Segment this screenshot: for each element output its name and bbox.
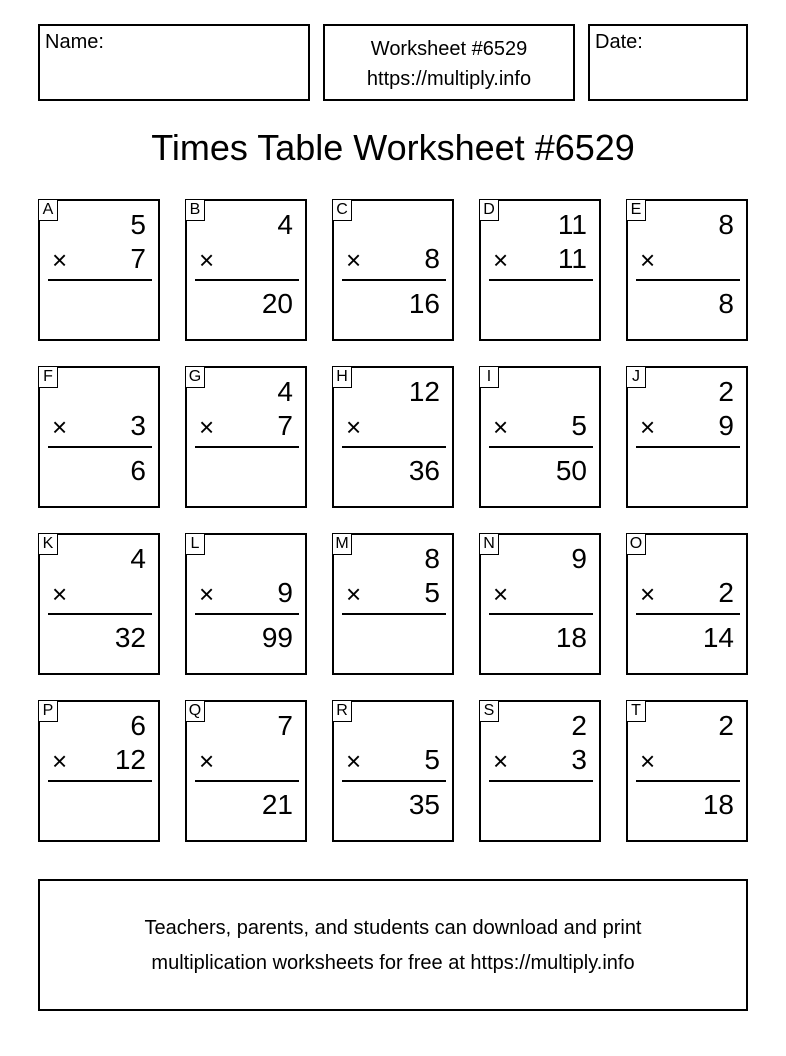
worksheet-number: Worksheet #6529 <box>370 38 528 60</box>
multiply-sign: × <box>640 245 656 275</box>
problem-card <box>626 366 748 508</box>
problem-top-number: 12 <box>408 376 440 407</box>
answer-line <box>342 446 446 448</box>
problem-letter: O <box>626 533 646 555</box>
problem-card <box>38 199 160 341</box>
answer-line <box>195 279 299 281</box>
worksheet-id-box <box>323 24 575 101</box>
multiply-sign: × <box>493 412 509 442</box>
problem-card <box>479 366 601 508</box>
problem-card <box>332 700 454 842</box>
problem-answer: 6 <box>130 455 146 486</box>
problem-answer: 18 <box>702 789 734 820</box>
problem-second-number: 7 <box>277 410 293 441</box>
problem-card <box>185 533 307 675</box>
problem-card <box>479 700 601 842</box>
problem-letter: D <box>479 199 499 221</box>
problem-letter: R <box>332 700 352 722</box>
answer-line <box>48 780 152 782</box>
problem-card <box>185 366 307 508</box>
problem-answer: 21 <box>261 789 293 820</box>
problem-card <box>185 199 307 341</box>
problem-card <box>38 700 160 842</box>
problem-letter: L <box>185 533 205 555</box>
problem-second-number: 3 <box>130 410 146 441</box>
problem-letter: F <box>38 366 58 388</box>
answer-line <box>636 446 740 448</box>
problem-second-number: 8 <box>424 243 440 274</box>
problem-answer: 36 <box>408 455 440 486</box>
footer-note <box>38 879 748 1011</box>
problem-second-number: 5 <box>571 410 587 441</box>
problem-letter: B <box>185 199 205 221</box>
problem-top-number: 11 <box>557 209 587 240</box>
answer-line <box>342 780 446 782</box>
multiply-sign: × <box>346 579 362 609</box>
name-field-box[interactable] <box>38 24 310 101</box>
answer-line <box>636 279 740 281</box>
problem-card <box>332 533 454 675</box>
answer-line <box>489 613 593 615</box>
problem-card <box>626 700 748 842</box>
problem-letter: P <box>38 700 58 722</box>
problem-answer: 8 <box>718 288 734 319</box>
answer-line <box>342 613 446 615</box>
problem-top-number: 9 <box>571 543 587 574</box>
multiply-sign: × <box>199 579 215 609</box>
problem-card <box>626 533 748 675</box>
multiply-sign: × <box>52 579 68 609</box>
problem-answer: 18 <box>555 622 587 653</box>
problem-letter: E <box>626 199 646 221</box>
problem-letter: G <box>185 366 205 388</box>
answer-line <box>636 780 740 782</box>
multiply-sign: × <box>493 579 509 609</box>
problem-card <box>185 700 307 842</box>
problem-second-number: 5 <box>424 744 440 775</box>
problem-second-number: 5 <box>424 577 440 608</box>
problem-card <box>479 533 601 675</box>
answer-line <box>489 279 593 281</box>
problem-top-number: 2 <box>571 710 587 741</box>
problem-top-number: 4 <box>130 543 146 574</box>
multiply-sign: × <box>640 412 656 442</box>
problem-top-number: 8 <box>718 209 734 240</box>
problem-letter: S <box>479 700 499 722</box>
problem-letter: J <box>626 366 646 388</box>
page-title: Times Table Worksheet #6529 <box>151 127 635 168</box>
problem-letter: I <box>479 366 499 388</box>
problem-top-number: 4 <box>277 209 293 240</box>
problem-top-number: 2 <box>718 710 734 741</box>
problem-top-number: 2 <box>718 376 734 407</box>
problem-top-number: 8 <box>424 543 440 574</box>
problem-letter: T <box>626 700 646 722</box>
problem-second-number: 7 <box>130 243 146 274</box>
answer-line <box>195 613 299 615</box>
answer-line <box>48 446 152 448</box>
multiply-sign: × <box>640 746 656 776</box>
date-label: Date: <box>595 31 643 53</box>
problem-answer: 32 <box>114 622 146 653</box>
problem-card <box>38 366 160 508</box>
multiply-sign: × <box>199 746 215 776</box>
problem-letter: C <box>332 199 352 221</box>
problem-top-number: 4 <box>277 376 293 407</box>
problem-second-number: 3 <box>571 744 587 775</box>
problem-letter: H <box>332 366 352 388</box>
name-label: Name: <box>45 31 104 53</box>
problem-letter: N <box>479 533 499 555</box>
date-field-box[interactable] <box>588 24 748 101</box>
problem-letter: A <box>38 199 58 221</box>
problem-card <box>38 533 160 675</box>
multiply-sign: × <box>52 746 68 776</box>
answer-line <box>195 780 299 782</box>
problem-answer: 99 <box>261 622 293 653</box>
problem-card <box>479 199 601 341</box>
problem-letter: Q <box>185 700 205 722</box>
answer-line <box>195 446 299 448</box>
multiply-sign: × <box>640 579 656 609</box>
multiply-sign: × <box>346 412 362 442</box>
multiply-sign: × <box>493 746 509 776</box>
multiply-sign: × <box>52 412 68 442</box>
problem-second-number: 12 <box>114 744 146 775</box>
answer-line <box>489 446 593 448</box>
problem-answer: 50 <box>555 455 587 486</box>
answer-line <box>489 780 593 782</box>
problem-letter: M <box>332 533 352 555</box>
problem-card <box>332 366 454 508</box>
problem-letter: K <box>38 533 58 555</box>
multiply-sign: × <box>346 245 362 275</box>
footer-line-2: multiplication worksheets for free at https://multiply.info <box>151 952 635 974</box>
worksheet-url: https://multiply.info <box>366 68 532 90</box>
multiply-sign: × <box>493 245 509 275</box>
problem-card <box>332 199 454 341</box>
problem-answer: 14 <box>702 622 734 653</box>
problem-top-number: 5 <box>130 209 146 240</box>
answer-line <box>636 613 740 615</box>
multiply-sign: × <box>199 245 215 275</box>
answer-line <box>342 279 446 281</box>
answer-line <box>48 613 152 615</box>
problem-answer: 20 <box>261 288 293 319</box>
problem-second-number: 2 <box>718 577 734 608</box>
answer-line <box>48 279 152 281</box>
problem-card <box>626 199 748 341</box>
footer-line-1: Teachers, parents, and students can download and print <box>144 917 642 939</box>
problem-top-number: 6 <box>130 710 146 741</box>
multiply-sign: × <box>346 746 362 776</box>
problem-answer: 16 <box>408 288 440 319</box>
multiply-sign: × <box>199 412 215 442</box>
problem-second-number: 9 <box>277 577 293 608</box>
problem-second-number: 9 <box>718 410 734 441</box>
problem-top-number: 7 <box>277 710 293 741</box>
problem-second-number: 11 <box>557 243 587 274</box>
problem-answer: 35 <box>408 789 440 820</box>
multiply-sign: × <box>52 245 68 275</box>
